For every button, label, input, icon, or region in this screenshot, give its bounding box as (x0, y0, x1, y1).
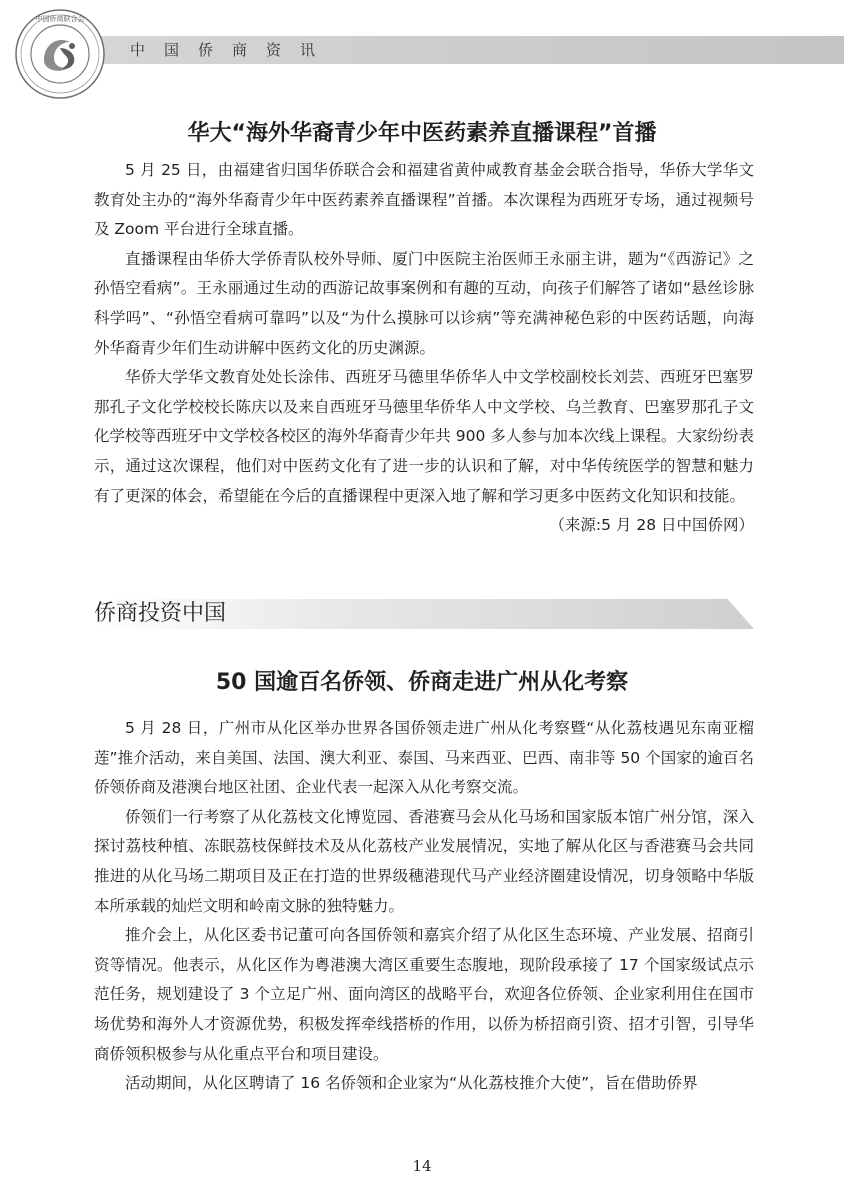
article1-body (94, 156, 754, 541)
article1-paragraph: 直播课程由华侨大学侨青队校外导师、厦门中医院主治医师王永丽主讲，题为“《西游记》之孙悟空看病”。王永丽通过生动的西游记故事案例和有趣的互动，向孩子们解答了诸如“悬丝诊脉科学吗”、“孙悟空看病可靠吗”以及“为什么摸脉可以诊病”等充满神秘色彩的中医药话题，向海外华裔青少年们生动讲解中医药文化的历史渊源。 (94, 249, 754, 357)
article2-paragraph: 5 月 28 日，广州市从化区举办世界各国侨领走进广州从化考察暨“从化荔枝遇见东南亚榴莲”推介活动，来自美国、法国、澳大利亚、泰国、马来西亚、巴西、南非等 50 个国家的逾百名侨领侨商及港澳台地区社团、企业代表一起深入从化考察交流。 (94, 719, 754, 797)
svg-text:中国侨商联合会: 中国侨商联合会 (35, 15, 85, 23)
article1-source: （来源:5 月 28 日中国侨网） (549, 516, 754, 535)
article2-body (94, 714, 754, 1099)
federation-logo-icon (14, 8, 106, 100)
article1-title: 华大“海外华裔青少年中医药素养直播课程”首播 (187, 121, 657, 146)
header-title: 中国侨商资讯 (130, 41, 335, 59)
section-label: 侨商投资中国 (94, 601, 227, 626)
article2-title: 50 国逾百名侨领、侨商走进广州从化考察 (215, 670, 629, 695)
article1-paragraph: 5 月 25 日，由福建省归国华侨联合会和福建省黄仲咸教育基金会联合指导，华侨大学华文教育处主办的“海外华裔青少年中医药素养直播课程”首播。本次课程为西班牙专场，通过视频号及 Zoom 平台进行全球直播。 (94, 161, 754, 239)
page-number: 14 (412, 1157, 432, 1175)
article2-paragraph: 侨领们一行考察了从化荔枝文化博览园、香港赛马会从化马场和国家版本馆广州分馆，深入探讨荔枝种植、冻眠荔枝保鲜技术及从化荔枝产业发展情况，实地了解从化区与香港赛马会共同推进的从化马场二期项目及正在打造的世界级穗港现代马产业经济圈建设情况，切身领略中华版本所承载的灿烂文明和岭南文脉的独特魅力。 (94, 807, 754, 915)
article1-paragraph: 华侨大学华文教育处处长涂伟、西班牙马德里华侨华人中文学校副校长刘芸、西班牙巴塞罗那孔子文化学校校长陈庆以及来自西班牙马德里华侨华人中文学校、乌兰教育、巴塞罗那孔子文化学校等西班牙中文学校各校区的海外华裔青少年共 900 多人参与加本次线上课程。大家纷纷表示，通过这次课程，他们对中医药文化有了进一步的认识和了解，对中华传统医学的智慧和魅力有了更深的体会，希望能在今后的直播课程中更深入地了解和学习更多中医药文化知识和技能。 (94, 368, 754, 505)
article2-paragraph: 活动期间，从化区聘请了 16 名侨领和企业家为“从化荔枝推介大使”，旨在借助侨界 (125, 1074, 698, 1093)
article2-paragraph: 推介会上，从化区委书记董可向各国侨领和嘉宾介绍了从化区生态环境、产业发展、招商引资等情况。他表示，从化区作为粤港澳大湾区重要生态腹地，现阶段承接了 17 个国家级试点示范任务，规划建设了 3 个立足广州、面向湾区的战略平台，欢迎各位侨领、企业家利用住在国市场优势和海外人才资源优势，积极发挥牵线搭桥的作用，以侨为桥招商引资、招才引智，引导华商侨领积极参与从化重点平台和项目建设。 (94, 926, 754, 1063)
